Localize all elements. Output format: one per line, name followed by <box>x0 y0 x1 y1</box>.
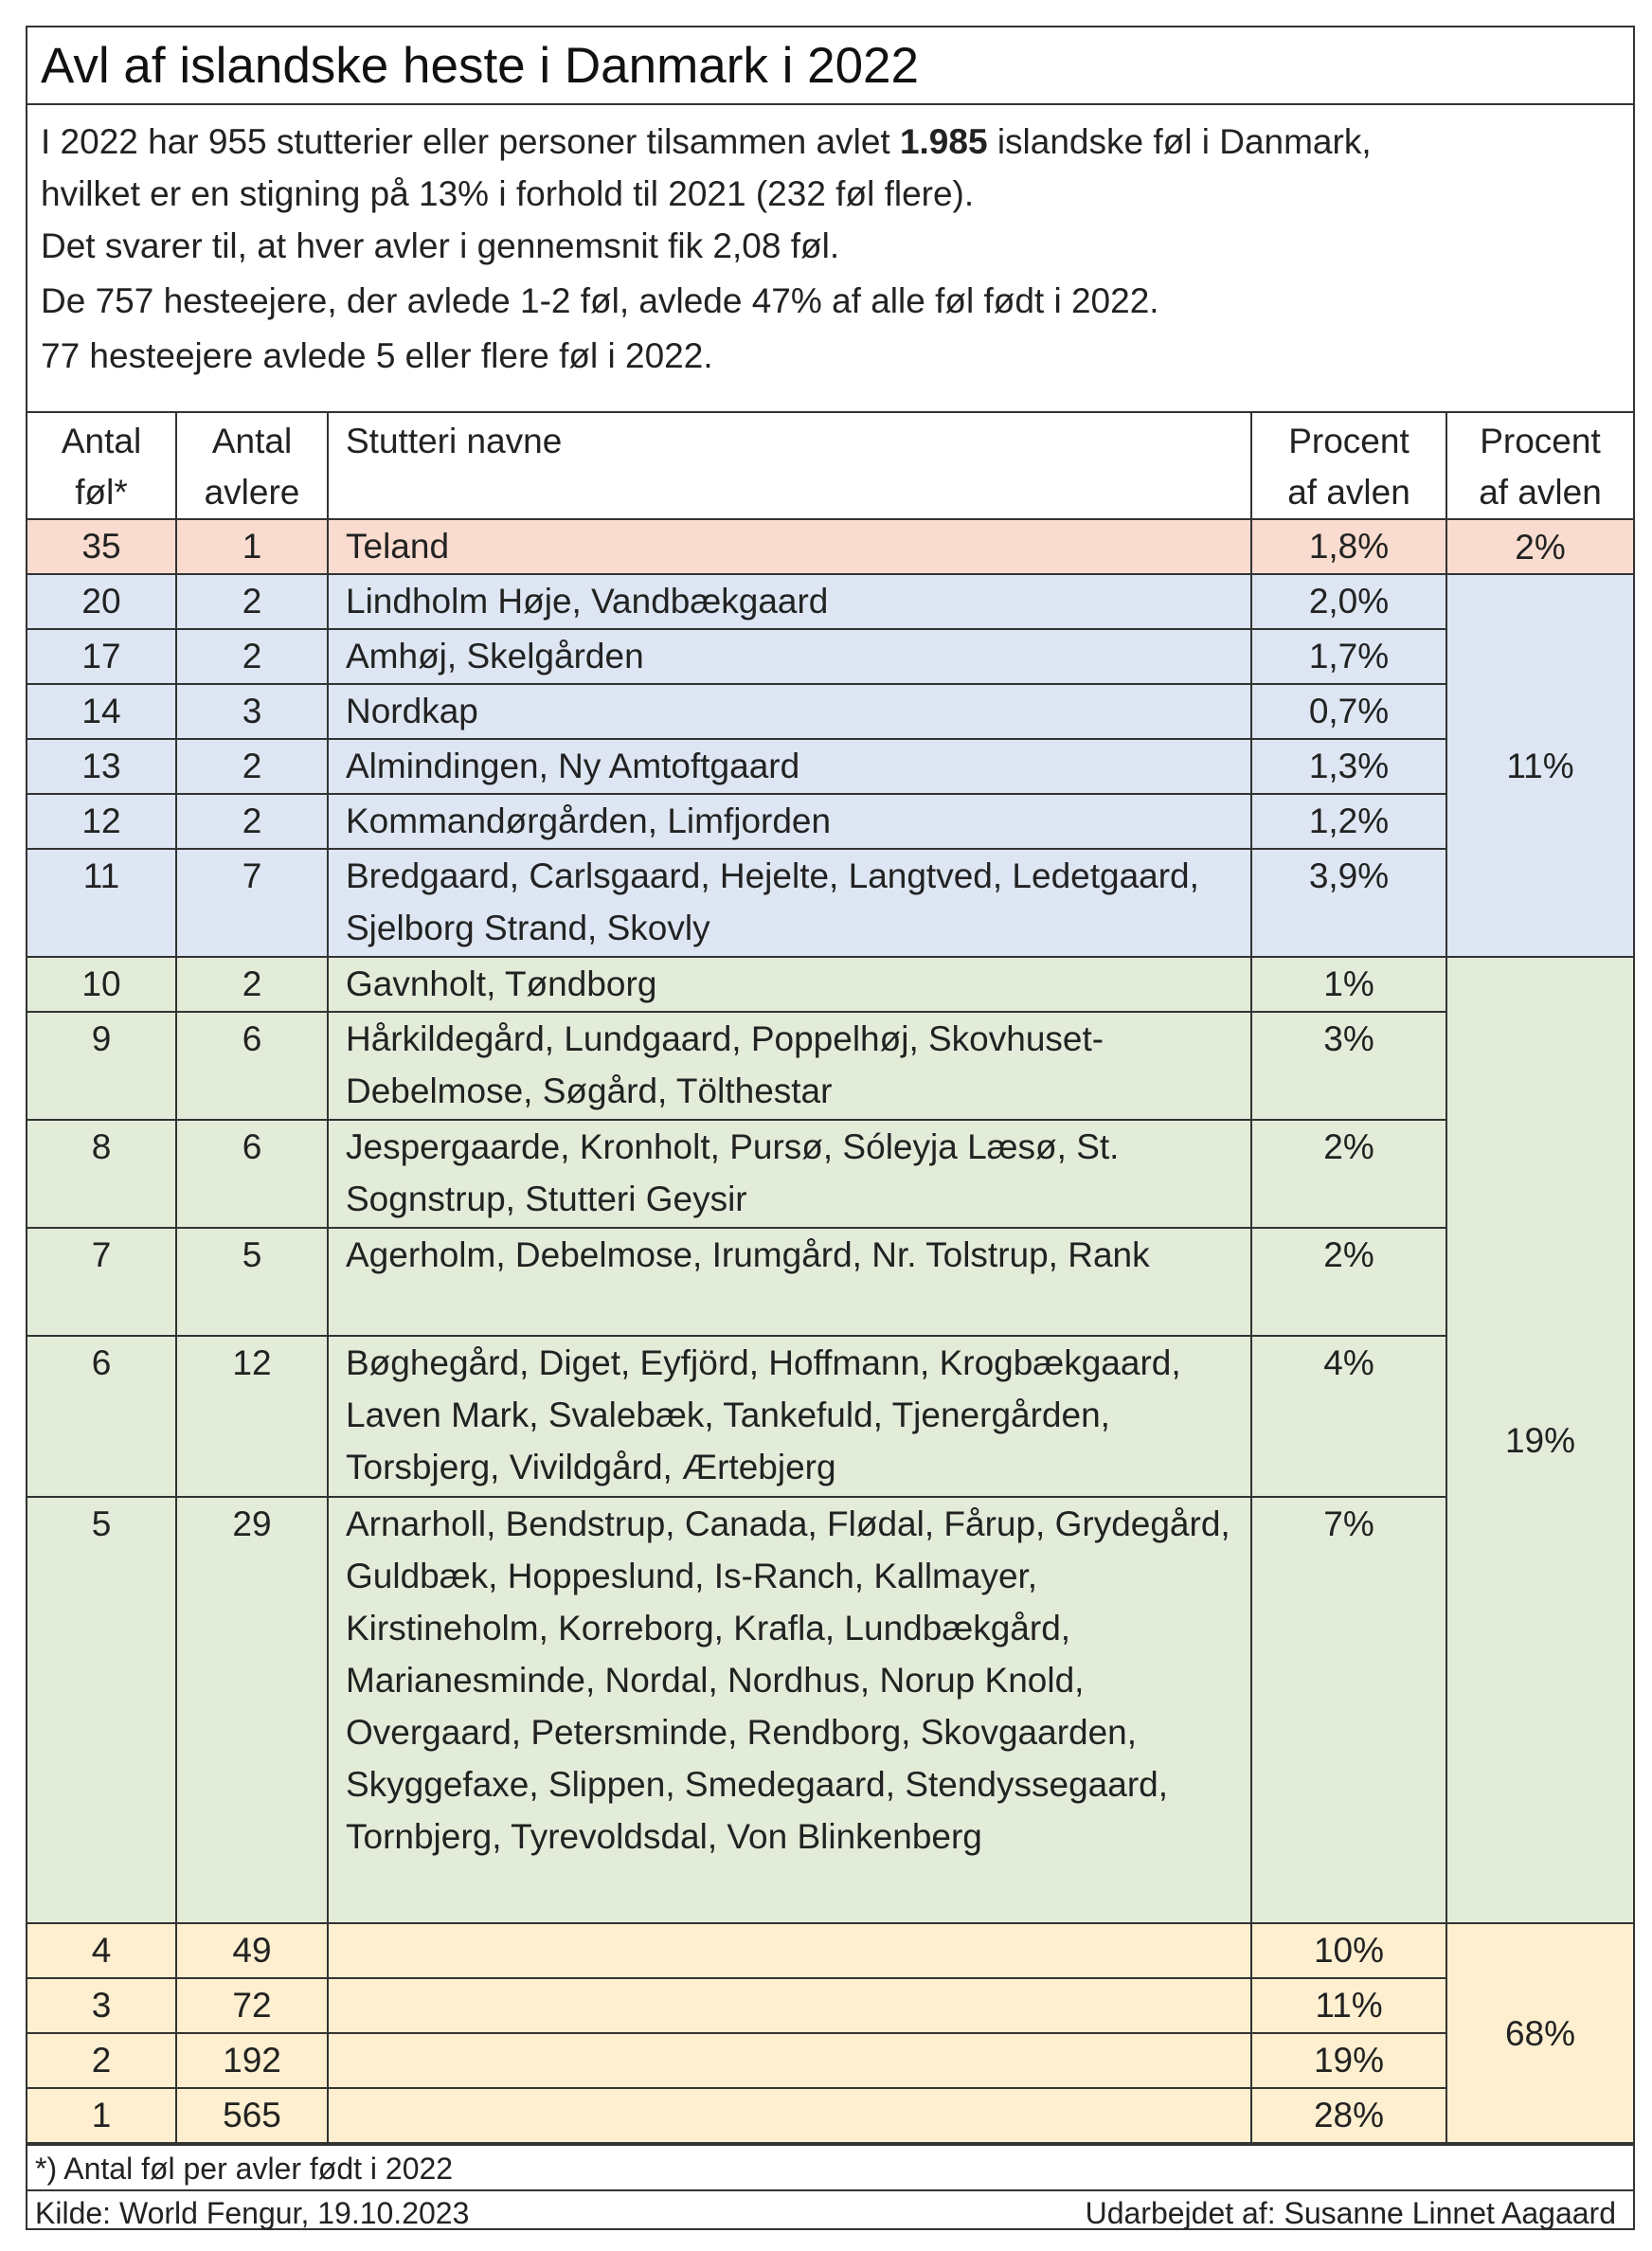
intro-line-4: De 757 hesteejere, der avlede 1-2 føl, avlede 47% af alle føl født i 2022. <box>41 281 1159 320</box>
breeders-cell: 49 <box>176 1923 328 1978</box>
breeders-cell: 2 <box>176 957 328 1012</box>
group-percent-cell: 2% <box>1446 519 1633 574</box>
names-cell <box>328 1978 1251 2033</box>
names-cell: Bøghegård, Diget, Eyfjörd, Hoffmann, Krogbækgaard, Laven Mark, Svalebæk, Tankefuld, Tjenergården, Torsbjerg, Vivildgård, Ærtebjerg <box>328 1336 1251 1497</box>
breeders-cell: 2 <box>176 794 328 849</box>
table-row <box>27 794 1633 849</box>
percent-cell: 11% <box>1251 1978 1446 2033</box>
intro-line-2: hvilket er en stigning på 13% i forhold til 2021 (232 føl flere). <box>41 174 975 213</box>
table-row <box>27 2033 1633 2088</box>
table-row <box>27 1120 1633 1228</box>
table-row <box>27 519 1633 574</box>
percent-cell: 1,8% <box>1251 519 1446 574</box>
source-credit: Kilde: World Fengur, 19.10.2023 <box>35 2196 470 2230</box>
table-row <box>27 739 1633 794</box>
names-cell: Gavnholt, Tøndborg <box>328 957 1251 1012</box>
foals-cell: 13 <box>27 739 176 794</box>
breeders-cell: 6 <box>176 1120 328 1228</box>
page-title: Avl af islandske heste i Danmark i 2022 <box>27 27 1633 105</box>
foals-cell: 12 <box>27 794 176 849</box>
percent-cell: 2% <box>1251 1120 1446 1228</box>
breeding-table <box>27 413 1633 2144</box>
intro-line-5: 77 hesteejere avlede 5 eller flere føl i 2022. <box>41 336 713 375</box>
table-row <box>27 629 1633 684</box>
percent-cell: 1,7% <box>1251 629 1446 684</box>
intro-line-1-post: islandske føl i Danmark, <box>987 122 1372 161</box>
table-row <box>27 574 1633 629</box>
percent-cell: 19% <box>1251 2033 1446 2088</box>
names-cell: Hårkildegård, Lundgaard, Poppelhøj, Skovhuset-Debelmose, Søgård, Tölthestar <box>328 1012 1251 1120</box>
table-row <box>27 957 1633 1012</box>
table-row <box>27 1336 1633 1497</box>
percent-cell: 2,0% <box>1251 574 1446 629</box>
foals-cell: 7 <box>27 1228 176 1336</box>
foals-cell: 10 <box>27 957 176 1012</box>
header-group-percent: Procent af avlen <box>1446 413 1633 519</box>
percent-cell: 1,2% <box>1251 794 1446 849</box>
table-row <box>27 849 1633 957</box>
names-cell <box>328 2033 1251 2088</box>
breeders-cell: 3 <box>176 684 328 739</box>
breeders-cell: 12 <box>176 1336 328 1497</box>
header-names: Stutteri navne <box>328 413 1251 519</box>
foals-cell: 2 <box>27 2033 176 2088</box>
foals-cell: 35 <box>27 519 176 574</box>
footnote: *) Antal føl per avler født i 2022 <box>27 2144 1633 2189</box>
names-cell: Kommandørgården, Limfjorden <box>328 794 1251 849</box>
table-row <box>27 1012 1633 1120</box>
foals-cell: 5 <box>27 1497 176 1923</box>
header-breeders: Antal avlere <box>176 413 328 519</box>
names-cell: Nordkap <box>328 684 1251 739</box>
breeders-cell: 2 <box>176 574 328 629</box>
breeders-cell: 29 <box>176 1497 328 1923</box>
foals-cell: 4 <box>27 1923 176 1978</box>
table-row <box>27 684 1633 739</box>
foals-cell: 11 <box>27 849 176 957</box>
percent-cell: 1% <box>1251 957 1446 1012</box>
percent-cell: 3,9% <box>1251 849 1446 957</box>
breeders-cell: 5 <box>176 1228 328 1336</box>
table-row <box>27 1978 1633 2033</box>
intro-line-3: Det svarer til, at hver avler i gennemsnit fik 2,08 føl. <box>41 226 840 265</box>
foals-cell: 8 <box>27 1120 176 1228</box>
foals-cell: 20 <box>27 574 176 629</box>
percent-cell: 1,3% <box>1251 739 1446 794</box>
names-cell: Arnarholl, Bendstrup, Canada, Flødal, Fårup, Grydegård, Guldbæk, Hoppeslund, Is-Ranch, Kallmayer, Kirstineholm, Korreborg, Krafla, Lundbækgård, Marianesminde, Nordal, Nordhus, Norup Knold, Overgaard, Petersminde, Rendborg, Skovgaarden, Skyggefaxe, Slippen, Smedegaard, Stendyssegaard, Tornbjerg, Tyrevoldsdal, Von Blinkenberg <box>328 1497 1251 1923</box>
breeders-cell: 2 <box>176 739 328 794</box>
names-cell: Teland <box>328 519 1251 574</box>
author-credit: Udarbejdet af: Susanne Linnet Aagaard <box>1085 2196 1616 2230</box>
intro-line-1-pre: I 2022 har 955 stutterier eller personer tilsammen avlet <box>41 122 900 161</box>
breeders-cell: 565 <box>176 2088 328 2143</box>
group-percent-cell: 19% <box>1446 957 1633 1923</box>
intro-text <box>27 105 1633 413</box>
group-percent-cell: 11% <box>1446 574 1633 957</box>
breeders-cell: 7 <box>176 849 328 957</box>
breeders-cell: 6 <box>176 1012 328 1120</box>
breeders-cell: 72 <box>176 1978 328 2033</box>
percent-cell: 2% <box>1251 1228 1446 1336</box>
table-row <box>27 1228 1633 1336</box>
foals-cell: 17 <box>27 629 176 684</box>
percent-cell: 28% <box>1251 2088 1446 2143</box>
header-percent: Procent af avlen <box>1251 413 1446 519</box>
percent-cell: 7% <box>1251 1497 1446 1923</box>
source-line <box>27 2189 1633 2233</box>
table-header-row <box>27 413 1633 519</box>
foals-cell: 14 <box>27 684 176 739</box>
table-row <box>27 1923 1633 1978</box>
percent-cell: 10% <box>1251 1923 1446 1978</box>
table-row <box>27 2088 1633 2143</box>
names-cell <box>328 2088 1251 2143</box>
foals-cell: 1 <box>27 2088 176 2143</box>
foals-cell: 3 <box>27 1978 176 2033</box>
foals-cell: 9 <box>27 1012 176 1120</box>
group-percent-cell: 68% <box>1446 1923 1633 2143</box>
names-cell <box>328 1923 1251 1978</box>
percent-cell: 3% <box>1251 1012 1446 1120</box>
names-cell: Amhøj, Skelgården <box>328 629 1251 684</box>
header-foals: Antal føl* <box>27 413 176 519</box>
names-cell: Lindholm Høje, Vandbækgaard <box>328 574 1251 629</box>
foals-cell: 6 <box>27 1336 176 1497</box>
percent-cell: 0,7% <box>1251 684 1446 739</box>
breeders-cell: 192 <box>176 2033 328 2088</box>
intro-line-1 <box>41 115 1620 170</box>
document-sheet <box>26 26 1635 2230</box>
names-cell: Jespergaarde, Kronholt, Pursø, Sóleyja Læsø, St. Sognstrup, Stutteri Geysir <box>328 1120 1251 1228</box>
table-row <box>27 1497 1633 1923</box>
percent-cell: 4% <box>1251 1336 1446 1497</box>
names-cell: Agerholm, Debelmose, Irumgård, Nr. Tolstrup, Rank <box>328 1228 1251 1336</box>
names-cell: Almindingen, Ny Amtoftgaard <box>328 739 1251 794</box>
breeders-cell: 1 <box>176 519 328 574</box>
breeders-cell: 2 <box>176 629 328 684</box>
names-cell: Bredgaard, Carlsgaard, Hejelte, Langtved, Ledetgaard, Sjelborg Strand, Skovly <box>328 849 1251 957</box>
intro-total-foals: 1.985 <box>899 122 988 161</box>
